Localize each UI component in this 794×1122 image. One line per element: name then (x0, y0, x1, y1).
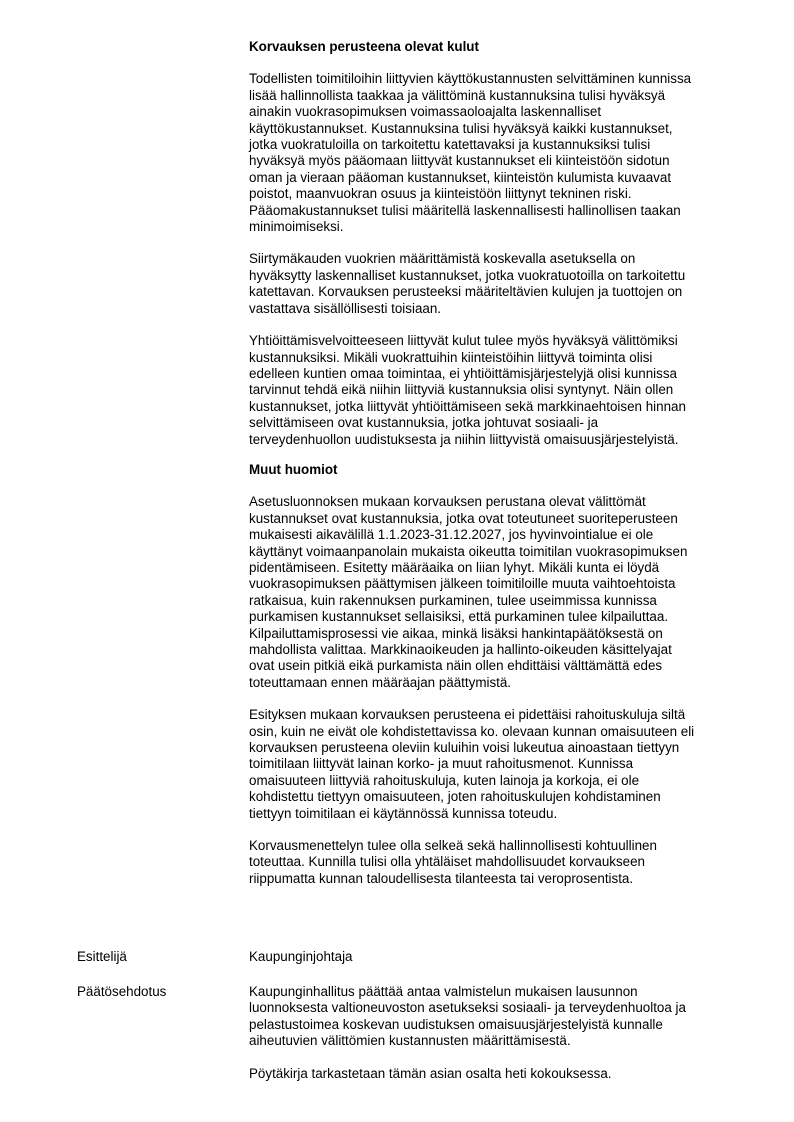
text-line: Asetusluonnoksen mukaan korvauksen perustana olevat välittömät (249, 494, 646, 510)
text-line: Esityksen mukaan korvauksen perusteena ei pidettäisi rahoituskuluja siltä (249, 707, 686, 723)
text-line: katettavan. Korvauksen perusteeksi määriteltävien kulujen ja tuottojen on (249, 284, 683, 300)
text-line: purkamisen kustannukset sellaisiksi, että purkaminen tulee kilpailuttaa. (249, 609, 669, 625)
text-line: toteuttamaan ennen määräajan päättymistä. (249, 674, 512, 690)
text-line: pidentämiseen. Esitetty määräaika on liian lyhyt. Mikäli kunta ei löydä (249, 559, 660, 575)
text-line: omaisuuteen liittyviä rahoituskuluja, kuten lainoja ja korkoja, ei ole (249, 772, 640, 788)
paragraph (249, 707, 749, 822)
text-line: riippumatta kunnan taloudellisesta tilanteesta tai veroprosentista. (249, 870, 634, 886)
text-line: Todellisten toimitiloihin liittyvien käyttökustannusten selvittäminen kunnissa (249, 71, 692, 87)
text-line: hyväksytty laskennalliset kustannukset, jotka vuokratuotoilla on tarkoitettu (249, 267, 686, 283)
text-line: aiheutuvien välittömien kustannusten määrittämisestä. (249, 1033, 571, 1049)
text-line: kustannukset, jotka liittyvät yhtiöittämiseen sekä markkinaehtoisen hinnan (249, 398, 686, 414)
text-line: selvittämiseen ovat kustannuksia, jotka johtuvat sosiaali- ja (249, 415, 599, 431)
text-line: hyväksyä myös pääomaan liittyvät kustannukset eli kiinteistöön sidotun (249, 153, 670, 169)
text-line: korvauksen perusteena oleviin kuluihin voisi lukeutua ainoastaan tiettyyn (249, 740, 680, 756)
text-line: oman ja vieraan pääoman kustannukset, kiinteistön kulumista kuvaavat (249, 169, 672, 185)
text-line: poistot, maanvuokran osuus ja kiinteistöön liittynyt tekninen riski. (249, 186, 632, 202)
text-line: Kilpailuttamisprosessi vie aikaa, minkä lisäksi hankintapäätöksestä on (249, 625, 663, 641)
paragraph (249, 494, 749, 691)
text-line: kustannukset ovat kustannuksia, jotka ovat toteutuneet suoriteperusteen (249, 510, 678, 526)
text-line: Pöytäkirja tarkastetaan tämän asian osalta heti kokouksessa. (249, 1065, 612, 1081)
text-line: vastattava sisällöllisesti toisiaan. (249, 300, 442, 316)
text-line: kustannuksiksi. Mikäli vuokrattuihin kiinteistöihin liittyvä toiminta olisi (249, 349, 653, 365)
presenter-label: Esittelijä (77, 949, 127, 964)
paragraph (249, 251, 749, 317)
text-line: ratkaisua, kuin rakennuksen purkaminen, tulee useimmissa kunnissa (249, 592, 657, 608)
text-line: vuokrasopimuksen päättymisen jälkeen toimitiloille muuta vaihtoehtoista (249, 576, 676, 592)
paragraph (249, 333, 749, 448)
text-line: jotka vuokratuloilla on tarkoitettu katettavaksi ja kustannuksiksi tulisi (249, 137, 651, 153)
text-line: edelleen kuntien omaa toimintaa, ei yhtiöittämisjärjestelyjä olisi kunnissa (249, 365, 677, 381)
text-line: minimoimiseksi. (249, 219, 344, 235)
text-line: lisää hallinnollista taakkaa ja välittöminä kustannuksina tulisi hyväksyä (249, 87, 666, 103)
text-line: pelastustoimea koskevan uudistuksen omaisuusjärjestelyistä kunnalle (249, 1016, 663, 1032)
text-line: Pääomakustannukset tulisi määritellä laskennallisesti hallinollisen taakan (249, 202, 681, 218)
paragraph (249, 984, 749, 1050)
text-line: toteuttaa. Kunnilla tulisi olla yhtäläiset mahdollisuudet korvaukseen (249, 854, 646, 870)
text-line: toimitilaan liittyvät lainan korko- ja muut rahoitusmenot. Kunnissa (249, 756, 634, 772)
text-line: terveydenhuollon uudistuksesta ja niihin liittyvistä omaisuusjärjestelyistä. (249, 431, 679, 447)
text-line: kohdistettu tiettyyn omaisuuteen, joten rahoituskulujen kohdistaminen (249, 789, 661, 805)
section-heading-costs: Korvauksen perusteena olevat kulut (249, 39, 479, 54)
text-line: käyttänyt voimaanpanolain mukaista oikeutta toimitilan vuokrasopimuksen (249, 543, 688, 559)
text-line: Siirtymäkauden vuokrien määrittämistä koskevalla asetuksella on (249, 251, 636, 267)
text-line: mukaisesti aikavälillä 1.1.2023-31.12.2027, jos hyvinvointialue ei ole (249, 527, 654, 543)
text-line: ovat usein pitkiä eikä purkamista näin ollen ehdittäisi välttämättä edes (249, 658, 663, 674)
presenter-value: Kaupunginjohtaja (249, 949, 353, 964)
paragraph (249, 71, 749, 235)
text-line: luonnoksesta valtioneuvoston asetukseksi sosiaali- ja terveydenhuoltoa ja (249, 1000, 686, 1016)
paragraph (249, 838, 749, 887)
text-line: käyttökustannukset. Kustannuksina tulisi hyväksyä kaikki kustannukset, (249, 120, 673, 136)
text-line: tarvinnut tehdä eikä niihin liittyviä kustannuksia olisi syntynyt. Näin ollen (249, 382, 674, 398)
document-body (249, 39, 749, 903)
text-line: Kaupunginhallitus päättää antaa valmistelun mukaisen lausunnon (249, 984, 638, 999)
text-line: Yhtiöittämisvelvoitteeseen liittyvät kulut tulee myös hyväksyä välittömiksi (249, 333, 678, 349)
text-line: Korvausmenettelyn tulee olla selkeä sekä hallinnollisesti kohtuullinen (249, 838, 657, 854)
proposal-body (249, 984, 749, 1082)
section-heading-other-notes: Muut huomiot (249, 461, 338, 477)
text-line: mahdollista valittaa. Markkinaoikeuden ja hallinto-oikeuden käsittelyajat (249, 642, 672, 657)
text-line: tiettyyn toimitilaan ei käytännössä kunnissa toteudu. (249, 805, 558, 821)
proposal-label: Päätösehdotus (77, 984, 167, 999)
text-line: ainakin vuokrasopimuksen voimassaoloajalta laskennalliset (249, 104, 602, 120)
text-line: osin, kuin ne eivät ole kohdistettavissa ko. olevaan kunnan omaisuuteen eli (249, 723, 695, 739)
paragraph (249, 1066, 749, 1082)
